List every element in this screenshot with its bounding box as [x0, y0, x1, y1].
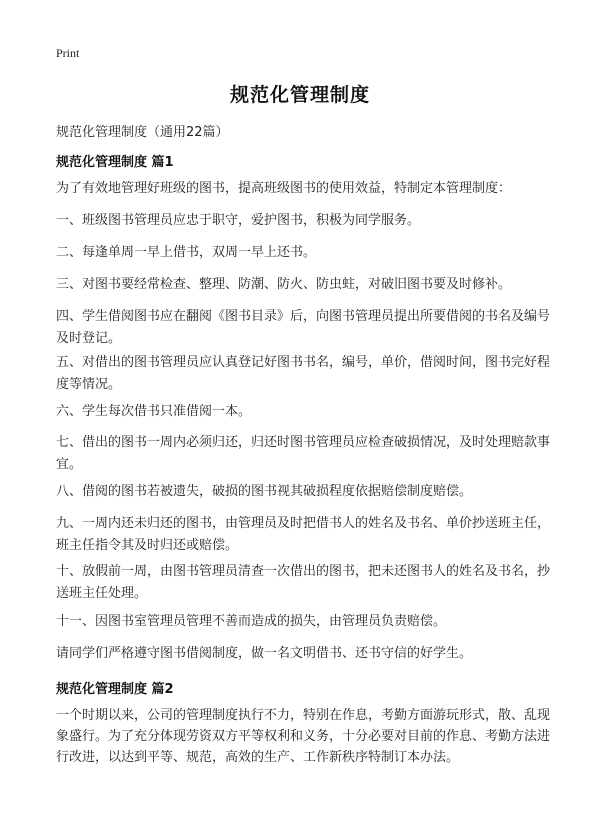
section-heading-1: 规范化管理制度 篇1 [56, 155, 174, 170]
paragraph: 一、班级图书管理员应忠于职守，爱护图书，积极为同学服务。 [56, 213, 421, 228]
section-heading-2: 规范化管理制度 篇2 [56, 682, 174, 697]
paragraph: 六、学生每次借书只准借阅一本。 [56, 404, 252, 419]
paragraph: 十、放假前一周，由图书管理员清查一次借出的图书，把未还图书人的姓名及书名，抄送班主任处理。 [56, 564, 551, 601]
paragraph: 三、对图书要经常检查、整理、防潮、防火、防虫蛀，对破旧图书要及时修补。 [56, 277, 512, 292]
paragraph: 十一、因图书室管理员管理不善而造成的损失，由管理员负责赔偿。 [56, 614, 447, 629]
paragraph: 八、借阅的图书若被遗失，破损的图书视其破损程度依据赔偿制度赔偿。 [56, 484, 473, 499]
paragraph: 请同学们严格遵守图书借阅制度，做一名文明借书、还书守信的好学生。 [56, 646, 473, 661]
paragraph: 九、一周内还未归还的图书，由管理员及时把借书人的姓名及书名、单价抄送班主任，班主任指令其及时归还或赔偿。 [56, 516, 551, 553]
paragraph: 为了有效地管理好班级的图书，提高班级图书的使用效益，特制定本管理制度： [56, 181, 512, 196]
paragraph: 二、每逢单周一早上借书，双周一早上还书。 [56, 245, 317, 260]
paragraph: 一个时期以来，公司的管理制度执行不力，特别在作息，考勤方面游玩形式，散、乱现象盛行。为了充分体现劳资双方平等权利和义务，十分必要对目前的作息、考勤方法进行改进，以达到平等、规范，高效的生产、工作新秩序特制订本办法。 [56, 708, 551, 765]
document-subtitle: 规范化管理制度（通用22篇） [56, 125, 229, 140]
print-label: Print [56, 46, 80, 60]
paragraph: 七、借出的图书一周内必须归还，归还时图书管理员应检查破损情况，及时处理赔款事宜。 [56, 435, 551, 472]
paragraph: 四、学生借阅图书应在翻阅《图书目录》后，向图书管理员提出所要借阅的书名及编号及时登记。 [56, 309, 551, 346]
paragraph: 五、对借出的图书管理员应认真登记好图书书名，编号，单价，借阅时间，图书完好程度等情况。 [56, 355, 551, 392]
document-title: 规范化管理制度 [229, 84, 370, 106]
